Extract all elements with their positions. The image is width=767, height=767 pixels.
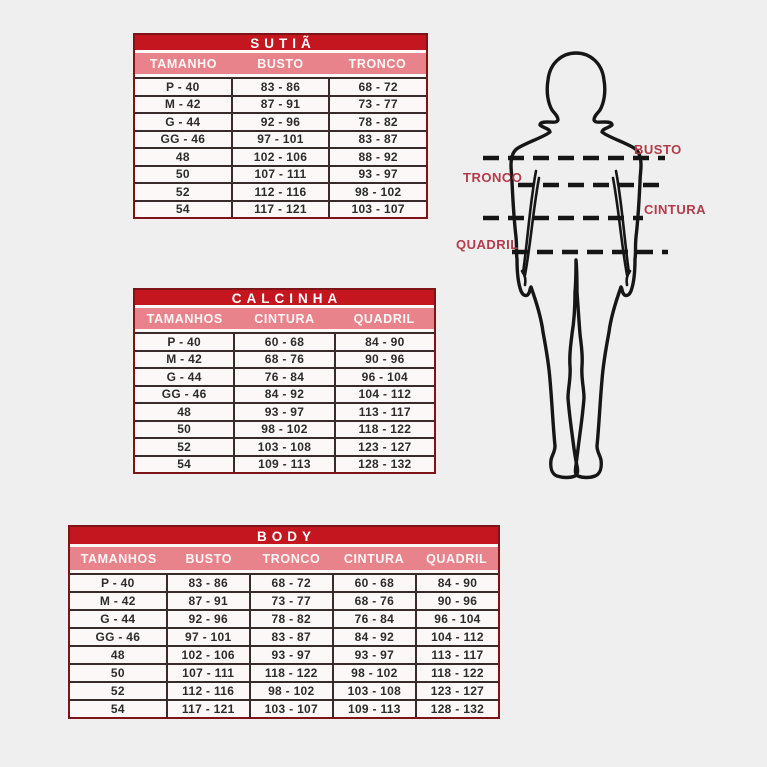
- column-header: TRONCO: [348, 56, 407, 71]
- table-cell: G - 44: [100, 612, 136, 626]
- table-cell: 78 - 82: [249, 611, 332, 627]
- table-rows: [70, 573, 498, 717]
- table-cell: M - 42: [164, 97, 201, 112]
- table-cell: 68 - 76: [233, 352, 333, 368]
- table-cell: 98 - 102: [249, 683, 332, 699]
- table-cell: 113 - 117: [415, 647, 498, 663]
- woman-silhouette-outline: [511, 53, 641, 478]
- column-header: TAMANHOS: [146, 311, 223, 326]
- table-cell: 107 - 111: [231, 167, 329, 183]
- table-cell: 54: [177, 457, 192, 472]
- table-header-row: [70, 547, 498, 573]
- busto-label: BUSTO: [634, 142, 682, 157]
- table-cell: 84 - 90: [334, 334, 434, 350]
- column-header: BUSTO: [185, 551, 233, 566]
- table-row: [135, 147, 426, 165]
- table-cell: 118 - 122: [334, 422, 434, 438]
- table-cell: 76 - 84: [332, 611, 415, 627]
- table-cell: 97 - 101: [231, 132, 329, 148]
- table-cell: 96 - 104: [334, 369, 434, 385]
- table-cell: 90 - 96: [415, 593, 498, 609]
- table-cell: P - 40: [101, 576, 135, 590]
- table-cell: 128 - 132: [334, 457, 434, 473]
- table-cell: 98 - 102: [233, 422, 333, 438]
- table-cell: 68 - 72: [249, 575, 332, 591]
- table-row: [70, 591, 498, 609]
- table-cell: 76 - 84: [233, 369, 333, 385]
- column-header: TAMANHO: [149, 56, 218, 71]
- column-header: QUADRIL: [426, 551, 488, 566]
- table-cell: 103 - 108: [233, 439, 333, 455]
- size-table-body: [68, 525, 500, 719]
- table-cell: 48: [175, 149, 190, 164]
- table-cell: 103 - 108: [332, 683, 415, 699]
- table-header-row: [135, 308, 434, 332]
- table-cell: 109 - 113: [332, 701, 415, 717]
- table-cell: 52: [175, 184, 190, 199]
- column-header: CINTURA: [254, 311, 315, 326]
- table-cell: 84 - 92: [233, 387, 333, 403]
- table-cell: 112 - 116: [231, 184, 329, 200]
- table-row: [135, 165, 426, 183]
- table-cell: 87 - 91: [231, 97, 329, 113]
- table-row: [135, 402, 434, 420]
- table-row: [70, 681, 498, 699]
- column-header: CINTURA: [343, 551, 405, 566]
- table-title-calcinha: CALCINHA: [135, 290, 434, 308]
- table-cell: 90 - 96: [334, 352, 434, 368]
- table-cell: 48: [177, 404, 192, 419]
- column-header: TRONCO: [262, 551, 321, 566]
- table-cell: 93 - 97: [332, 647, 415, 663]
- table-cell: 103 - 107: [328, 202, 426, 218]
- table-cell: 112 - 116: [166, 683, 249, 699]
- table-cell: 104 - 112: [415, 629, 498, 645]
- table-cell: 52: [177, 439, 192, 454]
- table-cell: 103 - 107: [249, 701, 332, 717]
- table-row: [70, 645, 498, 663]
- size-table-sutia: [133, 33, 428, 219]
- table-cell: GG - 46: [161, 387, 207, 402]
- table-cell: 93 - 97: [249, 647, 332, 663]
- table-cell: 52: [110, 684, 125, 698]
- table-cell: 54: [175, 202, 190, 217]
- table-header-row: [135, 53, 426, 77]
- table-cell: P - 40: [167, 334, 201, 349]
- table-cell: 128 - 132: [415, 701, 498, 717]
- size-table-calcinha: [133, 288, 436, 474]
- cintura-label: CINTURA: [644, 202, 706, 217]
- table-cell: G - 44: [165, 114, 201, 129]
- table-cell: 88 - 92: [328, 149, 426, 165]
- table-cell: 83 - 87: [249, 629, 332, 645]
- table-row: [135, 182, 426, 200]
- table-row: [135, 332, 434, 350]
- table-cell: GG - 46: [160, 132, 206, 147]
- table-row: [70, 573, 498, 591]
- table-cell: 60 - 68: [233, 334, 333, 350]
- table-cell: 109 - 113: [233, 457, 333, 473]
- table-cell: 97 - 101: [166, 629, 249, 645]
- table-cell: 54: [110, 702, 125, 716]
- table-row: [70, 609, 498, 627]
- column-header: TAMANHOS: [80, 551, 157, 566]
- column-header: QUADRIL: [353, 311, 415, 326]
- table-cell: 60 - 68: [332, 575, 415, 591]
- body-measurement-diagram: [450, 45, 712, 490]
- table-row: [135, 130, 426, 148]
- table-rows: [135, 77, 426, 217]
- table-row: [135, 385, 434, 403]
- table-cell: 83 - 87: [328, 132, 426, 148]
- table-cell: 107 - 111: [166, 665, 249, 681]
- table-title-body: BODY: [70, 527, 498, 547]
- table-row: [135, 420, 434, 438]
- table-row: [135, 95, 426, 113]
- tronco-label: TRONCO: [463, 170, 523, 185]
- table-row: [70, 699, 498, 717]
- table-cell: 118 - 122: [249, 665, 332, 681]
- table-cell: 92 - 96: [231, 114, 329, 130]
- table-cell: 96 - 104: [415, 611, 498, 627]
- table-cell: 98 - 102: [328, 184, 426, 200]
- table-cell: P - 40: [166, 79, 200, 94]
- column-header: BUSTO: [257, 56, 304, 71]
- table-cell: 123 - 127: [334, 439, 434, 455]
- table-row: [135, 200, 426, 218]
- table-cell: 73 - 77: [249, 593, 332, 609]
- table-cell: M - 42: [99, 594, 136, 608]
- table-row: [70, 627, 498, 645]
- table-row: [70, 663, 498, 681]
- table-cell: 84 - 92: [332, 629, 415, 645]
- table-cell: 84 - 90: [415, 575, 498, 591]
- table-row: [135, 77, 426, 95]
- table-cell: 93 - 97: [328, 167, 426, 183]
- table-cell: GG - 46: [95, 630, 141, 644]
- table-cell: 102 - 106: [231, 149, 329, 165]
- table-title-sutia: SUTIÃ: [135, 35, 426, 53]
- table-row: [135, 455, 434, 473]
- table-cell: 48: [110, 648, 125, 662]
- table-cell: 78 - 82: [328, 114, 426, 130]
- table-row: [135, 350, 434, 368]
- table-cell: 117 - 121: [231, 202, 329, 218]
- table-cell: 117 - 121: [166, 701, 249, 717]
- quadril-label: QUADRIL: [456, 237, 519, 252]
- table-cell: 118 - 122: [415, 665, 498, 681]
- table-row: [135, 437, 434, 455]
- table-cell: 104 - 112: [334, 387, 434, 403]
- table-cell: 50: [110, 666, 125, 680]
- table-row: [135, 112, 426, 130]
- table-cell: 50: [175, 167, 190, 182]
- table-cell: 68 - 72: [328, 79, 426, 95]
- table-cell: 50: [177, 422, 192, 437]
- table-cell: 102 - 106: [166, 647, 249, 663]
- table-cell: G - 44: [166, 369, 202, 384]
- table-cell: 73 - 77: [328, 97, 426, 113]
- table-cell: 68 - 76: [332, 593, 415, 609]
- table-cell: 93 - 97: [233, 404, 333, 420]
- table-cell: 123 - 127: [415, 683, 498, 699]
- table-rows: [135, 332, 434, 472]
- table-cell: 83 - 86: [231, 79, 329, 95]
- table-cell: 87 - 91: [166, 593, 249, 609]
- table-cell: 83 - 86: [166, 575, 249, 591]
- table-cell: 98 - 102: [332, 665, 415, 681]
- table-row: [135, 367, 434, 385]
- table-cell: 113 - 117: [334, 404, 434, 420]
- table-cell: M - 42: [166, 352, 203, 367]
- table-cell: 92 - 96: [166, 611, 249, 627]
